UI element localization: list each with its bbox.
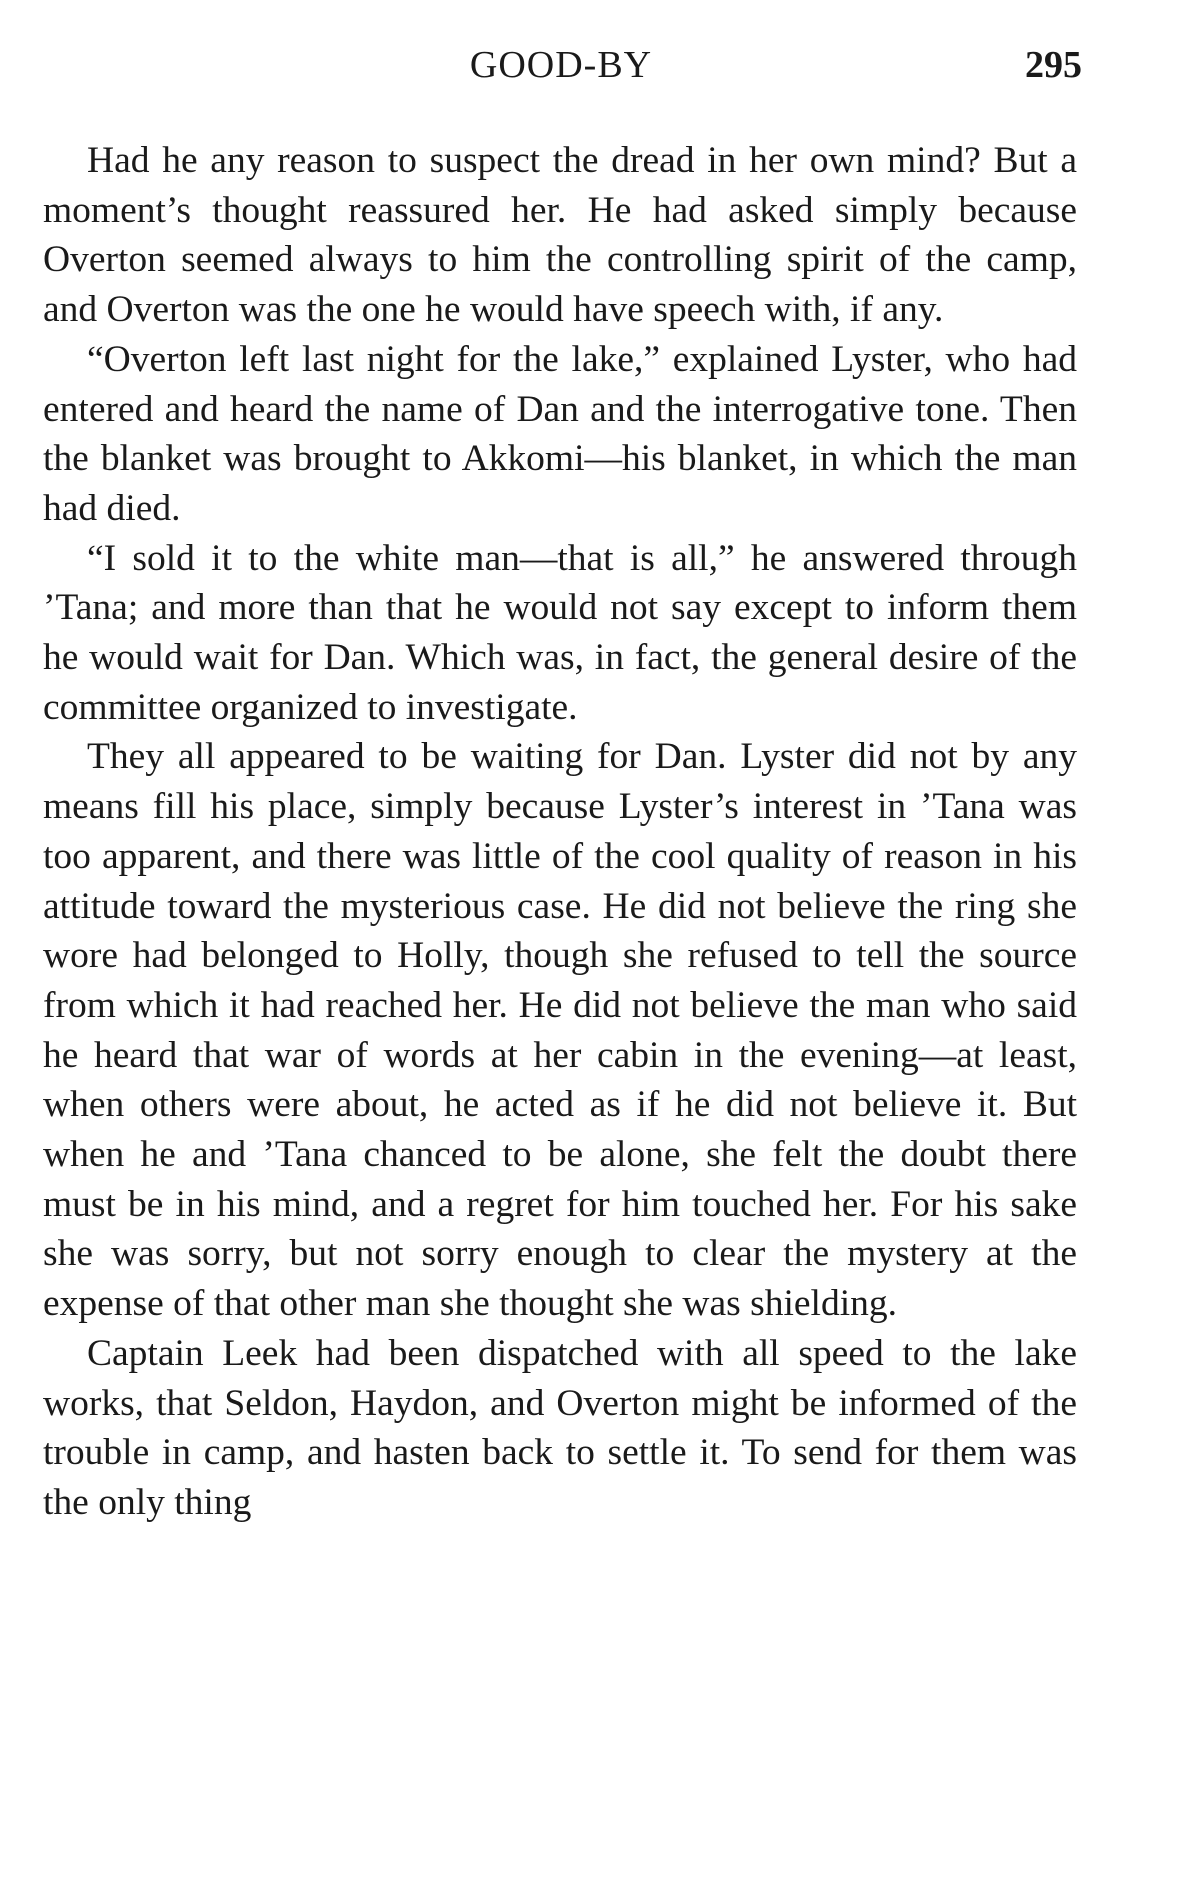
page-number: 295 [1025,44,1082,86]
text-body [43,136,1077,1528]
paragraph-5: Captain Leek had been dispatched with all speed to the lake works, that Seldon, Haydon, and Overton might be informed of the trouble in camp, and hasten back to settle it. To send for them was the only thing [43,1332,1077,1523]
running-title: GOOD-BY [469,44,653,86]
paragraph-1: Had he any reason to suspect the dread in her own mind? But a moment’s thought reassured her. He had asked simply because Overton seemed always to him the controlling spirit of the camp, and Overton was the one he would have speech with, if any. [43,140,1077,331]
paragraph-3: “I sold it to the white man—that is all,” he answered through ’Tana; and more than that he would not say except to inform them he would wait for Dan. Which was, in fact, the general desire of the committee organized to investigate. [43,537,1077,728]
running-head [40,40,1082,90]
paragraph-4: They all appeared to be waiting for Dan. Lyster did not by any means fill his place, simply because Lyster’s interest in ’Tana was too apparent, and there was little of the cool quality of reason in his attitude toward the mysterious case. He did not believe the ring she wore had belonged to Holly, though she refused to tell the source from which it had reached her. He did not believe the man who said he heard that war of words at her cabin in the evening—at least, when others were about, he acted as if he did not believe it. But when he and ’Tana chanced to be alone, she felt the doubt there must be in his mind, and a regret for him touched her. For his sake she was sorry, but not sorry enough to clear the mystery at the expense of that other man she thought she was shielding. [43,736,1077,1325]
paragraph-2: “Overton left last night for the lake,” explained Lyster, who had entered and heard the name of Dan and the interrogative tone. Then the blanket was brought to Akkomi—his blanket, in which the man had died. [43,338,1077,529]
